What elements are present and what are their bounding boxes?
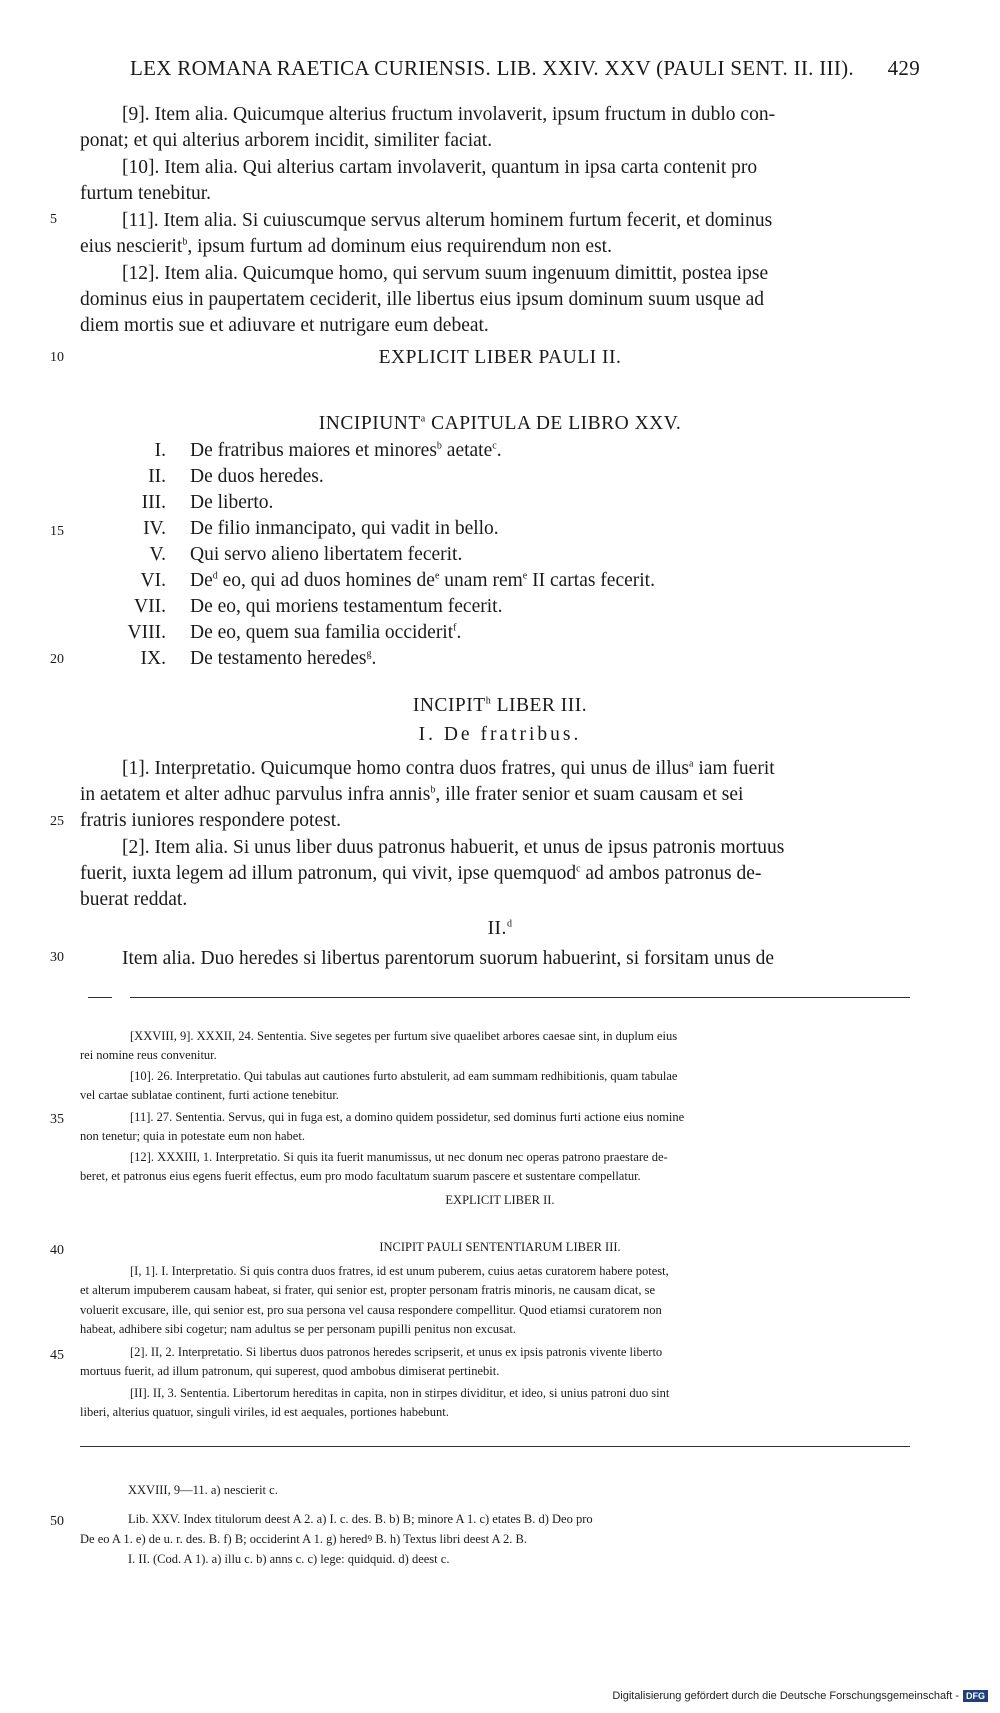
chapter-entry: De$^d$ eo, qui ad duos homines $de^e$ unam rem$^e$ II cartas fecerit. (190, 570, 655, 591)
text-line: ponat; et qui alterius arborem incidit, similiter faciat. (80, 130, 493, 151)
capitula-heading: INCIPIUNT$^a$ CAPITULA DE LIBRO XXV. (318, 413, 682, 434)
chapter-entry: Qui servo alieno libertatem fecerit. (190, 544, 463, 565)
line-number: 50 (50, 1514, 64, 1529)
note-line: [11]. 27. Sententia. Servus, qui in fuga est, a domino quidem possidetur, sed dominus furti actione eius nomine (130, 1110, 685, 1124)
text-line: diem mortis sue et adiuvare et nutrigare eum debeat. (80, 315, 489, 336)
chapter-number: IX. (140, 648, 166, 669)
page-title: LEX ROMANA RAETICA CURIENSIS. LIB. XXIV. XXV (PAULI SENT. II. III). (130, 56, 854, 80)
text-line: [1]. Interpretatio. Quicumque homo contra duos fratres, qui unus de illus$^a$ iam fuerit (122, 758, 775, 779)
running-header (130, 56, 920, 86)
chapter-entry: De duos heredes. (190, 466, 324, 487)
text-line: fuerit, iuxta legem ad illum patronum, qui vivit, ipse quemquod$^c$ ad ambos patronus de- (80, 863, 762, 884)
line-number: 5 (50, 212, 57, 227)
line-number: 25 (50, 814, 64, 829)
dfg-logo: DFG (963, 1690, 988, 1702)
text-line: dominus eius in paupertatem ceciderit, ille libertus eius ipsum dominum suum usque ad (80, 289, 765, 310)
text-line: eius nescierit$^b$, ipsum furtum ad dominum eius requirendum non est. (80, 236, 612, 257)
note-line: [2]. II, 2. Interpretatio. Si libertus duos patronos heredes scripserit, et unus ex ipsis patronis vivente liberto (130, 1345, 663, 1359)
chapter-entry: De filio inmancipato, qui vadit in bello. (190, 518, 499, 539)
line-number: 40 (50, 1243, 64, 1258)
footnote-marker: h (485, 695, 492, 707)
incipit-heading: INCIPIT$^h$ LIBER III. (412, 695, 588, 716)
chapter-number: VII. (134, 596, 166, 617)
text-line: [11]. Item alia. Si cuiuscumque servus alterum hominem furtum fecerit, et dominus (122, 210, 773, 231)
text-line: furtum tenebitur. (80, 183, 212, 204)
note-line: [II]. II, 3. Sententia. Libertorum hereditas in capita, non in stirpes dividitur, et ideo, si unius patroni duo sint (130, 1386, 670, 1400)
chapter-entry: De testamento heredes$^g$. (190, 648, 377, 669)
section-heading: II.$^d$ (487, 918, 513, 939)
text-line: [2]. Item alia. Si unus liber duus patronus habuerit, et unus de ipsus patronis mortuus (122, 837, 785, 858)
text-line: fratris iuniores respondere potest. (80, 810, 342, 831)
chapter-number: VIII. (127, 622, 166, 643)
note-line: vel cartae sublatae continent, furti actione tenebitur. (80, 1088, 339, 1102)
note-line: rei nomine reus convenitur. (80, 1048, 217, 1062)
text-line: buerat reddat. (80, 889, 188, 910)
chapter-number: V. (149, 544, 166, 565)
line-number: 20 (50, 652, 64, 667)
chapter-title: I. De fratribus. (418, 724, 582, 745)
apparatus-line: I. II. (Cod. A 1). a) illu c. b) anns c. c) lege: quidquid. d) deest c. (128, 1552, 450, 1566)
chapter-number: I. (154, 440, 166, 461)
page-number: 429 (887, 56, 920, 80)
note-line: [12]. XXXIII, 1. Interpretatio. Si quis ita fuerit manumissus, ut nec donum nec operas patrono praestare de- (130, 1150, 668, 1164)
explicit-heading: EXPLICIT LIBER PAULI II. (378, 347, 622, 368)
note-line: [10]. 26. Interpretatio. Qui tabulas aut cautiones furto abstulerit, ad eam summam redhibitionis, quam tabulae (130, 1069, 678, 1083)
divider (80, 1446, 910, 1447)
note-line: habeat, adhibere sibi cogetur; nam adultus se per personam pupilli penitus non excusat. (80, 1322, 516, 1336)
chapter-number: III. (141, 492, 166, 513)
line-number: 30 (50, 950, 64, 965)
chapter-number: VI. (140, 570, 166, 591)
chapter-number: II. (148, 466, 166, 487)
chapter-entry: De fratribus maiores et minores$^b$ aetate$^c$. (190, 440, 502, 461)
note-line: et alterum impuberem causam habeat, si frater, qui senior est, propter personam fratris minoris, ne causam dicat, se (80, 1283, 655, 1297)
footnote-marker: a (420, 413, 426, 425)
text-line: in aetatem et alter adhuc parvulus infra annis$^b$, ille frater senior et suam causam et sei (80, 784, 744, 805)
chapter-entry: De eo, quem sua familia occiderit$^f$. (190, 622, 462, 643)
note-heading: INCIPIT PAULI SENTENTIARUM LIBER III. (379, 1240, 621, 1254)
digitization-credit: Digitalisierung gefördert durch die Deutsche Forschungsgemeinschaft - DFG (612, 1690, 988, 1702)
divider (88, 997, 112, 998)
text-line: [12]. Item alia. Quicumque homo, qui servum suum ingenuum dimittit, postea ipse (122, 263, 769, 284)
line-number: 35 (50, 1112, 64, 1127)
note-line: [I, 1]. I. Interpretatio. Si quis contra duos fratres, id est unum puberem, cuius aetas curatorem habere potest, (130, 1264, 669, 1278)
apparatus-line: XXVIII, 9—11. a) nescierit c. (128, 1483, 278, 1497)
divider (130, 997, 910, 998)
note-line: mortuus fuerit, ad illum patronum, qui superest, quod ambobus dimiserat pertinebit. (80, 1364, 500, 1378)
note-heading: EXPLICIT LIBER II. (445, 1193, 555, 1207)
chapter-entry: De eo, qui moriens testamentum fecerit. (190, 596, 503, 617)
note-line: voluerit excusare, ille, qui senior est, pro sua persona vel causa respondere compellitur. Quod etiamsi curatorem non (80, 1303, 662, 1317)
apparatus-line: De eo A 1. e) de u. r. des. B. f) B; occiderint A 1. g) heredꝰ B. h) Textus libri deest A 2. B. (80, 1532, 528, 1546)
note-line: [XXVIII, 9]. XXXII, 24. Sententia. Sive segetes per furtum sive quaelibet arbores caesae sint, in duplum eius (130, 1029, 678, 1043)
line-number: 10 (50, 350, 64, 365)
note-line: non tenetur; quia in potestate eum non habet. (80, 1129, 305, 1143)
note-line: beret, et patronus eius egens fuerit effectus, eum pro modo facultatum suarum pascere et sustentare compellatur. (80, 1169, 641, 1183)
text-line: Item alia. Duo heredes si libertus parentorum suorum habuerint, si forsitam unus de (122, 948, 775, 969)
apparatus-line: Lib. XXV. Index titulorum deest A 2. a) I. c. des. B. b) B; minore A 1. c) etates B. d) Deo pro (128, 1512, 593, 1526)
note-line: liberi, alterius quatuor, singuli viriles, id est aequales, portiones habebunt. (80, 1405, 449, 1419)
footnote-marker: b (182, 236, 188, 248)
line-number: 15 (50, 524, 64, 539)
text-line: [10]. Item alia. Qui alterius cartam involaverit, quantum in ipsa carta contenit pro (122, 157, 758, 178)
text-line: [9]. Item alia. Quicumque alterius fructum involaverit, ipsum fructum in dublo con- (122, 104, 776, 125)
chapter-entry: De liberto. (190, 492, 274, 513)
chapter-number: IV. (143, 518, 166, 539)
line-number: 45 (50, 1348, 64, 1363)
